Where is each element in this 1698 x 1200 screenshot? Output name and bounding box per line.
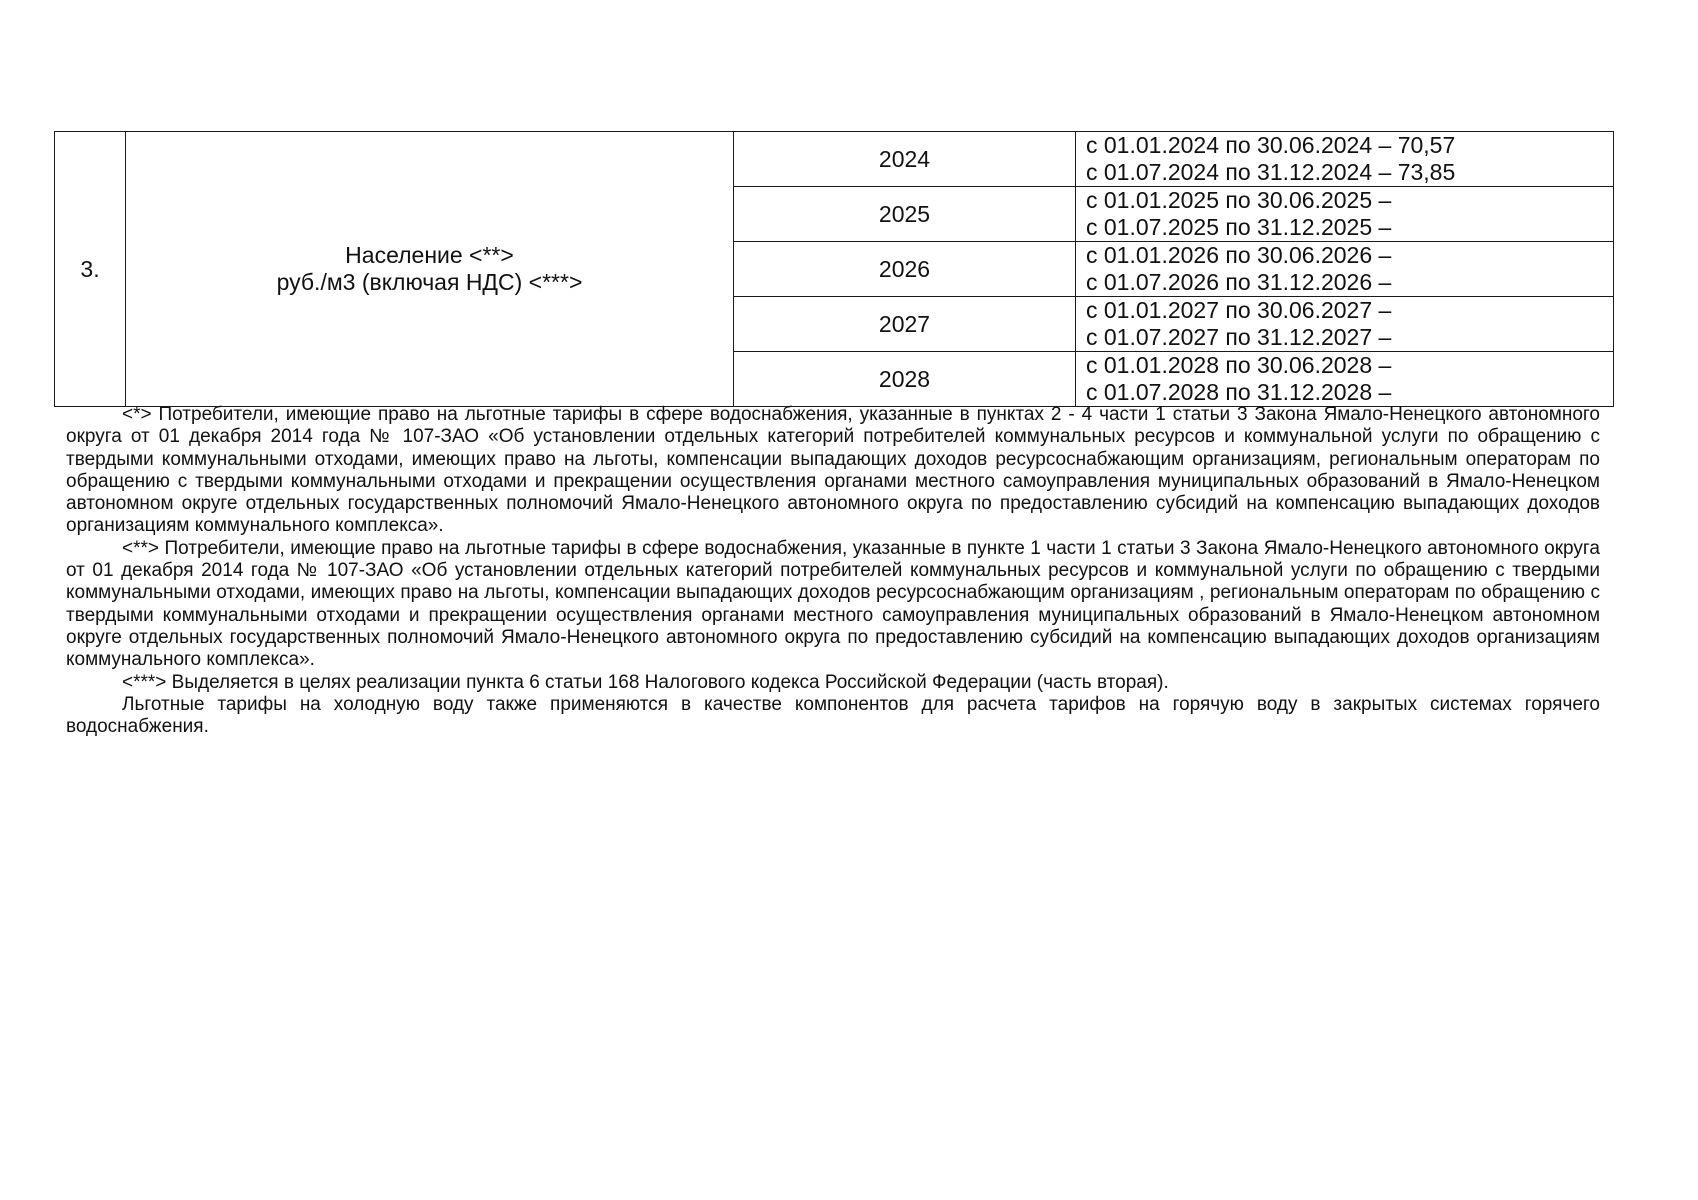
tariff-period-second-half: с 01.07.2027 по 31.12.2027 – — [1086, 324, 1392, 350]
tariff-period-first-half: с 01.01.2025 по 30.06.2025 – — [1086, 187, 1392, 213]
year-value: 2025 — [878, 200, 931, 227]
year-cell — [734, 297, 1076, 352]
year-cell — [734, 132, 1076, 187]
year-value: 2027 — [878, 310, 931, 337]
footnote-single-asterisk: <*> Потребители, имеющие право на льготные тарифы в сфере водоснабжения, указанные в пунктах 2 - 4 части 1 статьи 3 Закона Ямало-Ненецкого автономного округа от 01 декабря 2014 года № 107-ЗАО «Об установлении отдельных категорий потребителей коммунальных ресурсов и коммунальной услуги по обращению с твердыми коммунальными отходами, имеющих право на льготы, компенсации выпадающих доходов ресурсоснабжающим организациям, региональным операторам по обращению с твердыми коммунальными отходами и прекращении осуществления органами местного самоуправления муниципальных образований в Ямало-Ненецком автономном округе отдельных государственных полномочий Ямало-Ненецкого автономного округа по предоставлению субсидий на компенсацию выпадающих доходов организациям коммунального комплекса». — [66, 404, 1600, 537]
tariff-period-first-half: с 01.01.2028 по 30.06.2028 – — [1086, 352, 1392, 378]
year-cell — [734, 242, 1076, 297]
year-value: 2028 — [878, 365, 931, 392]
tariff-period-second-half: с 01.07.2026 по 31.12.2026 – — [1086, 269, 1392, 295]
tariff-period-second-half: с 01.07.2024 по 31.12.2024 – 73,85 — [1086, 159, 1456, 185]
footnote-double-asterisk: <**> Потребители, имеющие право на льготные тарифы в сфере водоснабжения, указанные в пункте 1 части 1 статьи 3 Закона Ямало-Ненецкого автономного округа от 01 декабря 2014 года № 107-ЗАО «Об установлении отдельных категорий потребителей коммунальных ресурсов и коммунальной услуги по обращению с твердыми коммунальными отходами, имеющих право на льготы, компенсации выпадающих доходов ресурсоснабжающим организациям , региональным операторам по обращению с твердыми коммунальными отходами и прекращении осуществления органами местного самоуправления муниципальных образований в Ямало-Ненецком автономном округе отдельных государственных полномочий Ямало-Ненецкого автономного округа по предоставлению субсидий на компенсацию выпадающих доходов организациям коммунального комплекса». — [66, 537, 1600, 671]
tariff-period-first-half: с 01.01.2026 по 30.06.2026 – — [1086, 242, 1392, 268]
year-value: 2026 — [878, 255, 931, 282]
footnotes — [66, 404, 1600, 738]
row-number-cell — [55, 132, 126, 407]
year-cell — [734, 352, 1076, 407]
year-value: 2024 — [878, 145, 931, 172]
year-cell — [734, 187, 1076, 242]
tariff-table — [54, 131, 1614, 407]
note-hot-water: Льготные тарифы на холодную воду также применяются в качестве компонентов для расчета тарифов на горячую воду в закрытых системах горячего водоснабжения. — [66, 693, 1600, 738]
tariff-period-second-half: с 01.07.2025 по 31.12.2025 – — [1086, 214, 1392, 240]
tariff-cell — [1076, 352, 1614, 407]
footnote-triple-asterisk: <***> Выделяется в целях реализации пункта 6 статьи 168 Налогового кодекса Российской Федерации (часть вторая). — [122, 671, 1169, 693]
tariff-cell — [1076, 297, 1614, 352]
tariff-period-second-half: с 01.07.2028 по 31.12.2028 – — [1086, 379, 1392, 405]
tariff-period-first-half: с 01.01.2027 по 30.06.2027 – — [1086, 297, 1392, 323]
category-cell — [126, 132, 734, 407]
tariff-cell — [1076, 242, 1614, 297]
tariff-cell — [1076, 187, 1614, 242]
tariff-period-first-half: с 01.01.2024 по 30.06.2024 – 70,57 — [1086, 132, 1456, 158]
row-number: 3. — [80, 255, 100, 282]
table-row — [55, 132, 1614, 187]
tariff-cell — [1076, 132, 1614, 187]
category-unit: руб./м3 (включая НДС) <***> — [276, 269, 583, 295]
category-title: Население <**> — [345, 242, 514, 268]
